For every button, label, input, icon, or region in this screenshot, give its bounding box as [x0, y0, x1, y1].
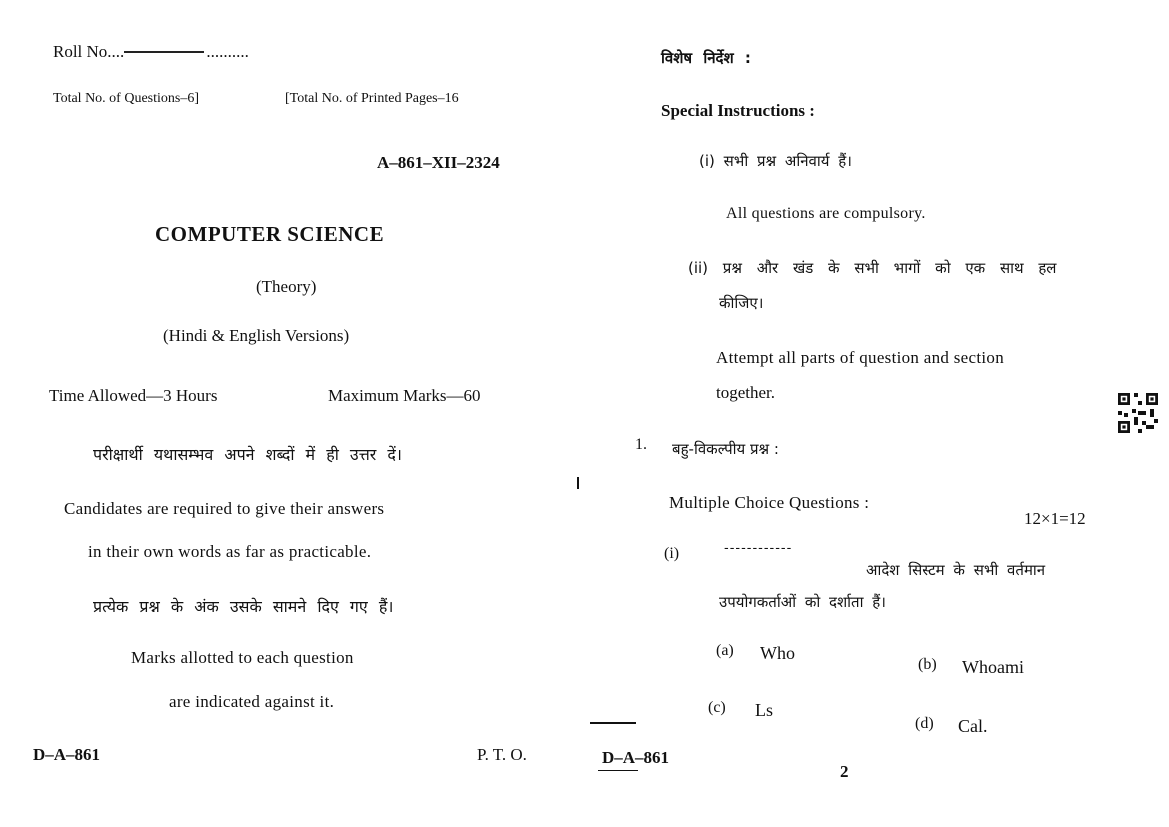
roll-no-dots: .......... [206, 42, 249, 61]
english-instruction-2-line1: Marks allotted to each question [131, 648, 354, 667]
english-instruction-2-line2: are indicated against it. [169, 692, 335, 711]
qr-code-icon [1118, 393, 1158, 433]
maximum-marks: Maximum Marks—60 [328, 386, 481, 405]
hindi-instruction-2: प्रत्येक प्रश्न के अंक उसके सामने दिए गए हैं। [93, 597, 394, 616]
paper-code: A–861–XII–2324 [377, 153, 500, 172]
versions: (Hindi & English Versions) [163, 326, 350, 345]
question-i-text-line1: आदेश सिस्टम के सभी वर्तमान [866, 561, 1046, 579]
instruction-i-hindi: (i) सभी प्रश्न अनिवार्य हैं। [699, 152, 852, 170]
page-number: 2 [840, 762, 849, 781]
right-footer-code: D–A–861 [602, 748, 670, 767]
hindi-special-heading: विशेष निर्देश : [661, 49, 751, 67]
question-1-english: Multiple Choice Questions : [669, 493, 870, 512]
question-1-number: 1. [635, 436, 647, 453]
time-allowed: Time Allowed—3 Hours [49, 386, 218, 405]
english-instruction-1-line2: in their own words as far as practicable. [88, 542, 372, 561]
option-d-label: (d) [915, 715, 934, 732]
option-d-text: Cal. [958, 716, 988, 736]
question-i-label: (i) [664, 545, 680, 562]
option-a-label: (a) [716, 642, 734, 659]
question-1-hindi: बहु-विकल्पीय प्रश्न : [672, 440, 779, 458]
english-instruction-1-line1: Candidates are required to give their answers [64, 499, 385, 518]
option-b-text: Whoami [962, 657, 1024, 677]
left-footer-code: D–A–861 [33, 745, 101, 764]
footer-rule-bottom [598, 770, 638, 771]
option-c-label: (c) [708, 699, 726, 716]
question-i-text-line2: उपयोगकर्ताओं को दर्शाता हैं। [719, 593, 886, 611]
roll-no-label [53, 42, 249, 62]
option-c-text: Ls [755, 700, 773, 720]
footer-rule-top [590, 722, 636, 724]
option-b-label: (b) [918, 656, 937, 673]
instruction-i-english: All questions are compulsory. [726, 205, 926, 222]
total-questions: Total No. of Questions–6] [53, 91, 200, 106]
instruction-ii-english-line1: Attempt all parts of question and section [716, 348, 1005, 367]
instruction-ii-hindi-line1: (ii) प्रश्न और खंड के सभी भागों को एक साथ हल [688, 259, 1057, 277]
subject-title: COMPUTER SCIENCE [155, 222, 385, 246]
paper-type: (Theory) [256, 277, 317, 296]
option-a-text: Who [760, 643, 795, 663]
question-i-blank: ------------ [724, 541, 793, 556]
instruction-ii-hindi-line2: कीजिए। [719, 294, 764, 312]
hindi-instruction-1: परीक्षार्थी यथासम्भव अपने शब्दों में ही उत्तर दें। [93, 445, 402, 464]
pto-label: P. T. O. [477, 745, 527, 764]
roll-no-scribble [124, 51, 204, 53]
special-instructions-heading: Special Instructions : [661, 101, 815, 120]
instruction-ii-english-line2: together. [716, 383, 776, 402]
roll-no-text: Roll No.... [53, 42, 125, 61]
total-pages: [Total No. of Printed Pages–16 [285, 91, 459, 106]
question-1-marks: 12×1=12 [1024, 509, 1086, 528]
gutter-mark [577, 477, 579, 489]
